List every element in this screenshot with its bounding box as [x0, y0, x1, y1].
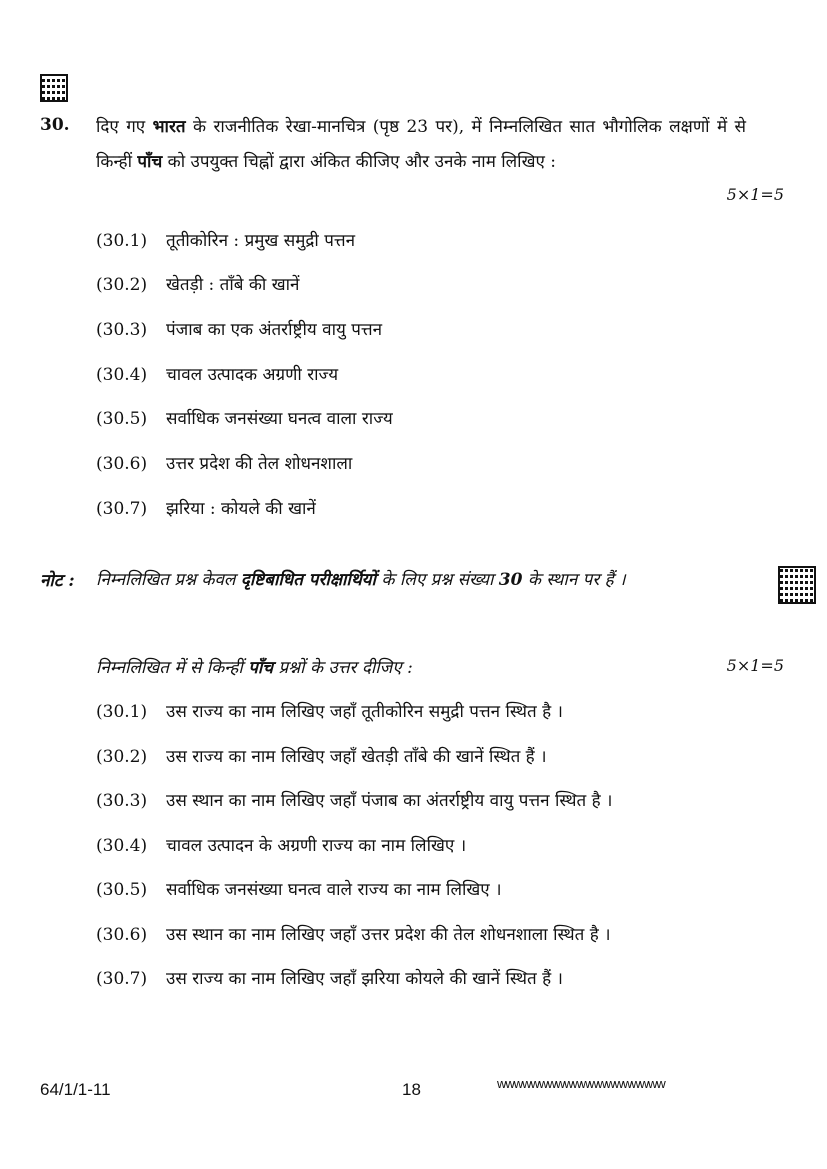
- note-label: नोट :: [40, 571, 75, 591]
- note-item: (30.3) उस स्थान का नाम लिखिए जहाँ पंजाब का अंतर्राष्ट्रीय वायु पत्तन स्थित है ।: [96, 791, 613, 811]
- qr-code-icon: [40, 74, 68, 102]
- question-item: (30.5) सर्वाधिक जनसंख्या घनत्व वाला राज्य: [96, 409, 393, 429]
- note-marks: 5×1=5: [726, 656, 784, 675]
- note-item: (30.1) उस राज्य का नाम लिखिए जहाँ तूतीकोरिन समुद्री पत्तन स्थित है ।: [96, 702, 563, 722]
- question-item: (30.3) पंजाब का एक अंतर्राष्ट्रीय वायु पत्तन: [96, 320, 383, 340]
- note-item: (30.5) सर्वाधिक जनसंख्या घनत्व वाले राज्य का नाम लिखिए ।: [96, 880, 502, 900]
- note-text: निम्नलिखित प्रश्न केवल दृष्टिबाधित परीक्षार्थियों के लिए प्रश्न संख्या 30 के स्थान पर हैं ।: [96, 570, 626, 590]
- qr-code-icon: [778, 566, 816, 604]
- note-instruction: निम्नलिखित में से किन्हीं पाँच प्रश्नों के उत्तर दीजिए :: [96, 658, 413, 678]
- note-item: (30.7) उस राज्य का नाम लिखिए जहाँ झरिया कोयले की खानें स्थित हैं ।: [96, 969, 563, 989]
- question-item: (30.7) झरिया : कोयले की खानें: [96, 499, 316, 519]
- question-item: (30.4) चावल उत्पादक अग्रणी राज्य: [96, 365, 339, 385]
- question-item: (30.1) तूतीकोरिन : प्रमुख समुद्री पत्तन: [96, 231, 356, 251]
- question-intro: दिए गए भारत के राजनीतिक रेखा-मानचित्र (पृष्ठ 23 पर), में निम्नलिखित सात भौगोलिक लक्षणों में से किन्हीं पाँच को उपयुक्त चिह्नों द्वारा अंकित कीजिए और उनके नाम लिखिए :: [96, 117, 746, 172]
- question-marks: 5×1=5: [726, 185, 784, 204]
- question-item: (30.2) खेतड़ी : ताँबे की खानें: [96, 275, 300, 295]
- note-item: (30.4) चावल उत्पादन के अग्रणी राज्य का नाम लिखिए ।: [96, 836, 467, 856]
- paper-code: 64/1/1-11: [40, 1080, 111, 1099]
- question-item: (30.6) उत्तर प्रदेश की तेल शोधनशाला: [96, 454, 353, 474]
- note-item: (30.6) उस स्थान का नाम लिखिए जहाँ उत्तर प्रदेश की तेल शोधनशाला स्थित है ।: [96, 925, 611, 945]
- note-item: (30.2) उस राज्य का नाम लिखिए जहाँ खेतड़ी ताँबे की खानें स्थित हैं ।: [96, 747, 547, 767]
- wave-line: wwwwwwwwwwwwwwwwwwww: [497, 1076, 665, 1091]
- page-number: 18: [402, 1080, 421, 1099]
- question-number: 30.: [40, 115, 70, 135]
